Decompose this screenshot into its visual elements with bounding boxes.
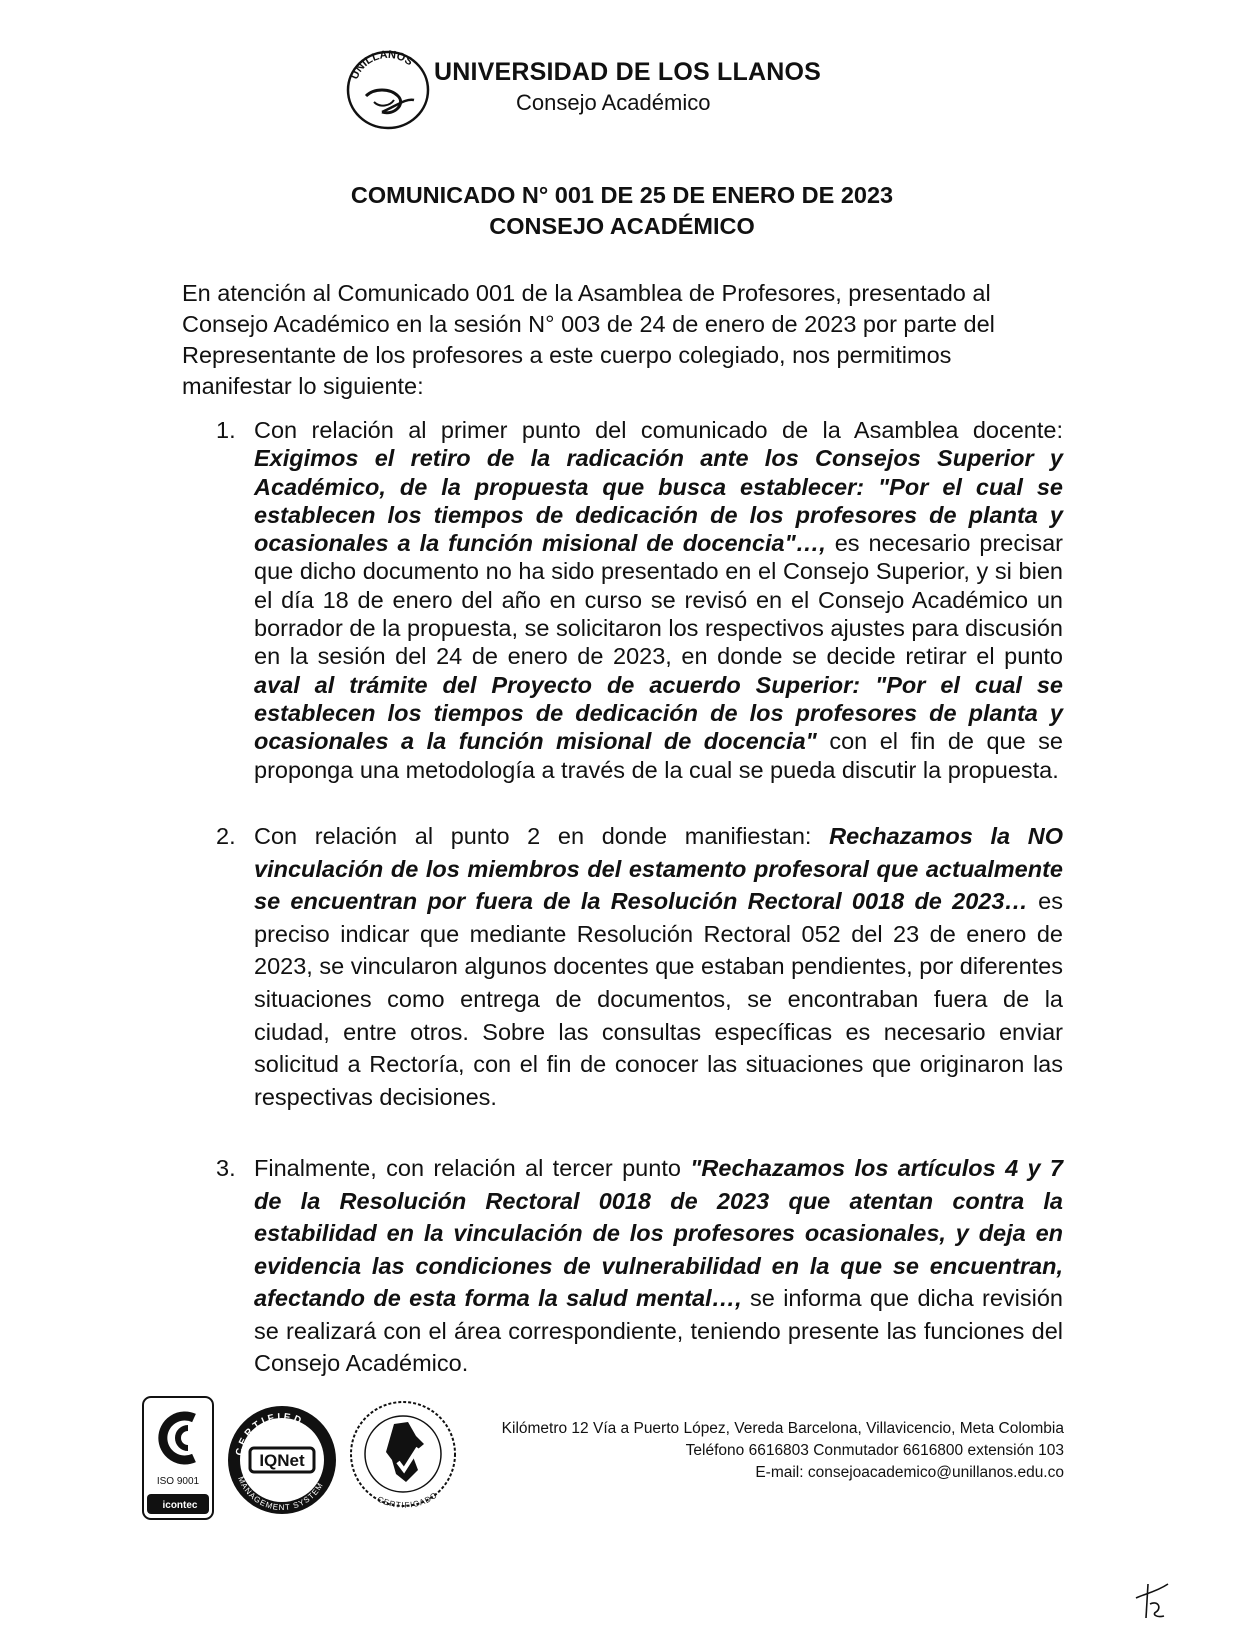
handwritten-initials-signature <box>1130 1576 1174 1624</box>
document-title: COMUNICADO N° 001 DE 25 DE ENERO DE 2023 <box>350 182 894 208</box>
university-logo <box>344 48 432 132</box>
footer-phone: Teléfono 6616803 Conmutador 6616800 extensión 103 <box>685 1442 1064 1459</box>
document-subtitle: CONSEJO ACADÉMICO <box>489 213 755 239</box>
item-quote: Exigimos el retiro de la radicación ante los Consejos Superior y Académico, de la propuesta que busca establecer: "Por el cual se establecen los tiempos de dedicación de los profesores de planta y ocasionales a la función misional de docencia"…, <box>254 445 1063 557</box>
iqnet-label: IQNet <box>259 1451 305 1470</box>
item-text-part: se informa que dicha revisión se realizará con el área correspondiente, teniendo presente las funciones del Consejo Académico. <box>254 1285 1063 1376</box>
item-text-part: es necesario precisar que dicho documento no ha sido presentado en el Consejo Superior, y si bien el día 18 de enero del año en curso se revisó en el Consejo Académico un borrador de la propuesta, se solicitaron los respectivos ajustes para discusión en la sesión del 24 de enero de 2023, en donde se decide retirar el punto <box>254 530 1063 670</box>
icontec-certification-logo <box>142 1396 214 1520</box>
svg-text:UNILLANOS <box>349 49 415 81</box>
item-text <box>254 416 1063 784</box>
icontec-label: icontec <box>162 1500 198 1511</box>
item-text <box>254 1152 1063 1380</box>
item-text-part: es preciso indicar que mediante Resolución Rectoral 052 del 23 de enero de 2023, se vincularon algunos docentes que estaban pendientes, por diferentes situaciones como entrega de documentos, se encontraban fuera de la ciudad, entre otros. Sobre las consultas específicas es necesario enviar solicitud a Rectoría, con el fin de conocer las situaciones que originaron las respectivas decisiones. <box>254 888 1063 1110</box>
item-quote: aval al trámite del Proyecto de acuerdo Superior: "Por el cual se establecen los tiempos de dedicación de los profesores de planta y ocasionales a la función misional de docencia" <box>254 671 1063 755</box>
item-text-part: con el fin de que se proponga una metodología a través de la cual se pueda discutir la propuesta. <box>254 728 1063 783</box>
item-text-part: Con relación al primer punto del comunicado de la Asamblea docente: <box>254 417 1063 443</box>
intro-paragraph: En atención al Comunicado 001 de la Asamblea de Profesores, presentado al Consejo Académico en la sesión N° 003 de 24 de enero de 2023 por parte del Representante de los profesores a este cuerpo colegiado, nos permitimos manifestar lo siguiente: <box>182 280 995 399</box>
department-name: Consejo Académico <box>516 90 711 115</box>
list-item <box>216 820 1063 1113</box>
institution-name: UNIVERSIDAD DE LOS LLANOS <box>434 58 821 86</box>
certified-label: CERTIFIED <box>234 1411 306 1457</box>
item-number: 2. <box>216 823 236 849</box>
iso-label: ISO 9001 <box>156 1476 200 1487</box>
svg-text:CERTIFICADO <box>376 1490 440 1510</box>
footer-email: E-mail: consejoacademico@unillanos.edu.co <box>755 1464 1064 1481</box>
list-item <box>216 1152 1063 1380</box>
item-text-part: Finalmente, con relación al tercer punto <box>254 1155 691 1181</box>
item-text <box>254 820 1063 1113</box>
list-item <box>216 416 1063 784</box>
iqnet-certification-logo <box>226 1404 338 1516</box>
ntcgp-certification-seal <box>346 1396 460 1520</box>
item-number: 1. <box>216 417 236 443</box>
management-system-label: MANAGEMENT SYSTEM <box>236 1475 326 1513</box>
item-quote: Rechazamos la NO vinculación de los miembros del estamento profesoral que actualmente se encuentran por fuera de la Resolución Rectoral 0018 de 2023… <box>254 823 1063 915</box>
logo-text: UNILLANOS <box>348 48 415 82</box>
ntcgp-label: CERTIFICADO <box>375 1490 440 1510</box>
item-text-part: Con relación al punto 2 en donde manifiestan: <box>254 823 830 849</box>
footer-address: Kilómetro 12 Vía a Puerto López, Vereda Barcelona, Villavicencio, Meta Colombia <box>501 1420 1064 1437</box>
item-number: 3. <box>216 1155 236 1181</box>
item-quote: "Rechazamos los artículos 4 y 7 de la Resolución Rectoral 0018 de 2023 que atentan contra la estabilidad en la vinculación de los profesores ocasionales, y deja en evidencia las condiciones de vulnerabilidad en la que se encuentran, afectando de esta forma la salud mental…, <box>254 1155 1063 1311</box>
